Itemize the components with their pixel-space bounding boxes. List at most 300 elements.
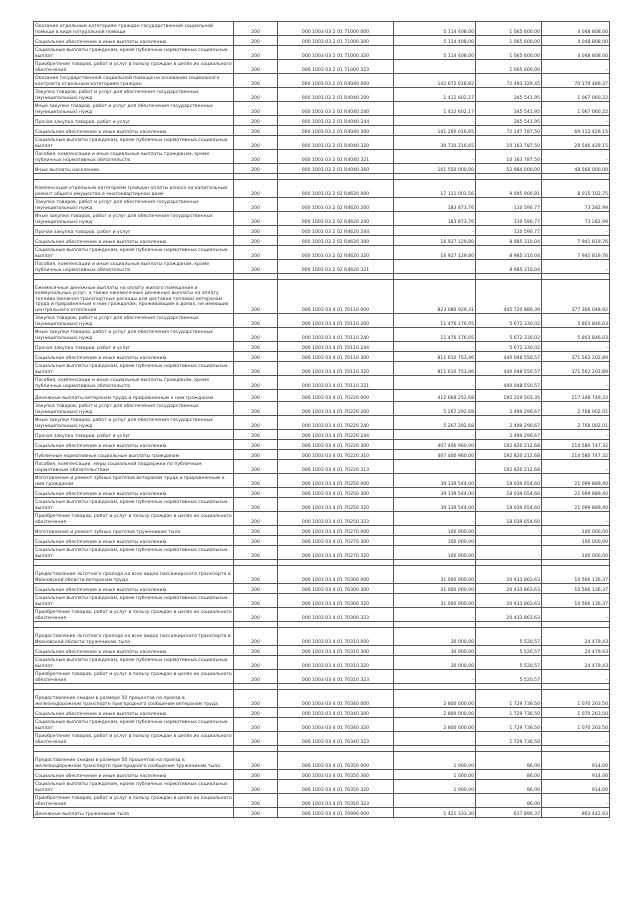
table-row bbox=[34, 584, 610, 594]
row-executed: 20 433 863,63 bbox=[476, 594, 542, 608]
row-description: Иные закупки товаров, работ и услуг для обеспечения государственных (муниципальных) нужд bbox=[34, 328, 234, 342]
row-unexecuted: 1 070 263,50 bbox=[542, 690, 610, 708]
row-executed: 86,00 bbox=[476, 752, 542, 770]
row-line-code: 200 bbox=[234, 342, 278, 352]
row-executed: 5 520,57 bbox=[476, 646, 542, 656]
row-unexecuted: 10 566 136,37 bbox=[542, 566, 610, 584]
row-approved-budget: 39 139 544,00 bbox=[394, 488, 476, 498]
row-budget-classification-code: 000 1003 03 4 01 70340 300 bbox=[278, 708, 394, 718]
row-approved-budget: 141 260 016,65 bbox=[394, 126, 476, 136]
row-executed: 18 039 654,60 bbox=[476, 488, 542, 498]
table-row bbox=[34, 808, 610, 818]
table-row bbox=[34, 718, 610, 732]
table-row bbox=[34, 440, 610, 450]
row-budget-classification-code: 000 1003 03 4 01 70110 321 bbox=[278, 376, 394, 390]
row-budget-classification-code: 000 1003 03 4 01 70340 320 bbox=[278, 718, 394, 732]
table-row bbox=[34, 770, 610, 780]
row-approved-budget: 31 000 000,00 bbox=[394, 584, 476, 594]
row-budget-classification-code: 000 1003 03 2 01 R4040 244 bbox=[278, 116, 394, 126]
row-budget-classification-code: 000 1003 03 4 01 70220 310 bbox=[278, 450, 394, 460]
row-approved-budget: - bbox=[394, 226, 476, 236]
row-unexecuted: 4 048 808,00 bbox=[542, 36, 610, 46]
row-budget-classification-code: 000 1003 03 2 01 71000 320 bbox=[278, 46, 394, 60]
table-row bbox=[34, 362, 610, 376]
row-executed: 5 672 330,02 bbox=[476, 328, 542, 342]
row-budget-classification-code: 000 1003 03 2 02 R4620 200 bbox=[278, 198, 394, 212]
table-row bbox=[34, 460, 610, 474]
budget-execution-table bbox=[33, 21, 610, 818]
row-line-code: 200 bbox=[234, 584, 278, 594]
table-row bbox=[34, 74, 610, 88]
row-line-code: 200 bbox=[234, 794, 278, 808]
row-unexecuted: 377 366 048,92 bbox=[542, 280, 610, 314]
row-executed: 20 433 863,63 bbox=[476, 608, 542, 622]
row-executed: 617 890,37 bbox=[476, 808, 542, 818]
row-unexecuted: 24 479,43 bbox=[542, 628, 610, 646]
row-unexecuted: 48 566 000,00 bbox=[542, 164, 610, 174]
row-budget-classification-code: 000 1003 03 2 02 R4620 000 bbox=[278, 180, 394, 198]
table-row bbox=[34, 246, 610, 260]
row-budget-classification-code: 000 1003 03 4 01 70310 320 bbox=[278, 656, 394, 670]
row-approved-budget: 17 111 003,56 bbox=[394, 180, 476, 198]
row-executed: 72 493 329,45 bbox=[476, 74, 542, 88]
row-budget-classification-code: 000 1003 03 4 01 70300 000 bbox=[278, 566, 394, 584]
row-description: Приобретение товаров, работ и услуг в пользу граждан в целях их социального обеспечения bbox=[34, 608, 234, 622]
row-line-code: 200 bbox=[234, 164, 278, 174]
row-budget-classification-code: 000 1003 03 4 01 70110 320 bbox=[278, 362, 394, 376]
row-executed: 10 163 787,50 bbox=[476, 150, 542, 164]
row-budget-classification-code: 000 1003 03 4 01 70300 323 bbox=[278, 608, 394, 622]
row-line-code: 200 bbox=[234, 474, 278, 488]
table-row bbox=[34, 752, 610, 770]
row-line-code: 200 bbox=[234, 526, 278, 536]
row-budget-classification-code: 000 1003 03 2 01 71000 000 bbox=[278, 22, 394, 36]
row-executed: 440 048 550,57 bbox=[476, 352, 542, 362]
row-approved-budget: - bbox=[394, 116, 476, 126]
row-description: Приобретение товаров, работ и услуг в пользу граждан в целях их социального обеспечения bbox=[34, 512, 234, 526]
row-approved-budget: - bbox=[394, 260, 476, 274]
row-description: Предоставление льготного проезда на всех видах пассажирского транспорта в Ивановской области ветеранам труда bbox=[34, 566, 234, 584]
row-unexecuted: 914,00 bbox=[542, 770, 610, 780]
row-line-code: 200 bbox=[234, 226, 278, 236]
row-unexecuted: - bbox=[542, 342, 610, 352]
table-row bbox=[34, 546, 610, 560]
row-line-code: 200 bbox=[234, 246, 278, 260]
row-executed: 86,00 bbox=[476, 780, 542, 794]
row-budget-classification-code: 000 1003 03 4 01 70220 200 bbox=[278, 402, 394, 416]
table-row bbox=[34, 670, 610, 684]
row-line-code: 200 bbox=[234, 566, 278, 584]
row-budget-classification-code: 000 1003 03 4 01 70250 300 bbox=[278, 488, 394, 498]
row-line-code: 200 bbox=[234, 628, 278, 646]
row-description: Пособия, компенсации и иные социальные выплаты гражданам, кроме публичных нормативных обязательств bbox=[34, 376, 234, 390]
row-description: Социальное обеспечение и иные выплаты населению bbox=[34, 440, 234, 450]
row-description: Денежные выплаты ветеранам труда и приравненным к ним гражданам bbox=[34, 390, 234, 402]
row-approved-budget: 100 000,00 bbox=[394, 536, 476, 546]
table-row bbox=[34, 150, 610, 164]
row-approved-budget: 30 000,00 bbox=[394, 656, 476, 670]
row-unexecuted: 73 282,99 bbox=[542, 198, 610, 212]
row-description: Социальное обеспечение и иные выплаты населению bbox=[34, 236, 234, 246]
row-description: Иные выплаты населению bbox=[34, 164, 234, 174]
row-line-code: 200 bbox=[234, 46, 278, 60]
table-row bbox=[34, 780, 610, 794]
row-budget-classification-code: 000 1003 03 4 01 70350 300 bbox=[278, 770, 394, 780]
row-line-code: 200 bbox=[234, 690, 278, 708]
row-approved-budget: 2 800 000,00 bbox=[394, 690, 476, 708]
table-row bbox=[34, 390, 610, 402]
row-approved-budget: 5 114 408,00 bbox=[394, 36, 476, 46]
row-description: Предоставление скидки в размере 50 процентов на проезд в железнодорожном транспорте пригородного сообщения труженикам тыла bbox=[34, 752, 234, 770]
row-approved-budget: - bbox=[394, 794, 476, 808]
table-row bbox=[34, 226, 610, 236]
table-row bbox=[34, 212, 610, 226]
row-description: Социальные выплаты гражданам, кроме публичных нормативных социальных выплат bbox=[34, 136, 234, 150]
row-description: Публичные нормативные социальные выплаты гражданам bbox=[34, 450, 234, 460]
row-budget-classification-code: 000 1003 03 4 01 70300 300 bbox=[278, 584, 394, 594]
row-approved-budget: 407 400 960,00 bbox=[394, 440, 476, 450]
row-description: Прочая закупка товаров, работ и услуг bbox=[34, 116, 234, 126]
row-budget-classification-code: 000 1003 03 4 01 70350 323 bbox=[278, 794, 394, 808]
row-executed: 8 985 310,04 bbox=[476, 236, 542, 246]
table-row bbox=[34, 474, 610, 488]
row-approved-budget: - bbox=[394, 512, 476, 526]
row-approved-budget: 100 000,00 bbox=[394, 526, 476, 536]
table-row bbox=[34, 402, 610, 416]
row-line-code: 200 bbox=[234, 60, 278, 74]
row-line-code: 200 bbox=[234, 74, 278, 88]
row-line-code: 200 bbox=[234, 808, 278, 818]
table-row bbox=[34, 430, 610, 440]
table-row bbox=[34, 180, 610, 198]
row-approved-budget: 100 000,00 bbox=[394, 546, 476, 560]
row-unexecuted: 100 000,00 bbox=[542, 526, 610, 536]
row-executed: 8 985 310,04 bbox=[476, 260, 542, 274]
row-executed: 72 147 787,50 bbox=[476, 126, 542, 136]
row-unexecuted: 1 070 263,50 bbox=[542, 708, 610, 718]
row-line-code: 200 bbox=[234, 732, 278, 746]
row-unexecuted: 73 282,99 bbox=[542, 212, 610, 226]
row-executed: 110 590,77 bbox=[476, 212, 542, 226]
row-budget-classification-code: 000 1003 03 4 01 70350 320 bbox=[278, 780, 394, 794]
row-approved-budget: 30 000,00 bbox=[394, 628, 476, 646]
row-line-code: 200 bbox=[234, 450, 278, 460]
row-executed: 192 820 212,68 bbox=[476, 450, 542, 460]
row-budget-classification-code: 000 1003 03 4 01 70270 300 bbox=[278, 536, 394, 546]
row-description: Социальные выплаты гражданам, кроме публичных нормативных социальных выплат bbox=[34, 656, 234, 670]
row-unexecuted: 100 000,00 bbox=[542, 536, 610, 546]
row-line-code: 200 bbox=[234, 328, 278, 342]
row-description: Социальное обеспечение и иные выплаты населению bbox=[34, 770, 234, 780]
row-line-code: 200 bbox=[234, 780, 278, 794]
table-row bbox=[34, 116, 610, 126]
row-approved-budget: 5 267 292,68 bbox=[394, 416, 476, 430]
row-budget-classification-code: 000 1003 03 4 01 70110 244 bbox=[278, 342, 394, 352]
row-approved-budget: 2 800 000,00 bbox=[394, 708, 476, 718]
row-description: Иные закупки товаров, работ и услуг для обеспечения государственных (муниципальных) нужд bbox=[34, 102, 234, 116]
row-description: Приобретение товаров, работ и услуг в пользу граждан в целях их социального обеспечения bbox=[34, 670, 234, 684]
row-line-code: 200 bbox=[234, 236, 278, 246]
row-unexecuted: 70 179 489,37 bbox=[542, 74, 610, 88]
row-description: Прочая закупка товаров, работ и услуг bbox=[34, 430, 234, 440]
row-executed: 10 163 787,50 bbox=[476, 136, 542, 150]
row-description: Социальное обеспечение и иные выплаты населению bbox=[34, 36, 234, 46]
row-executed: 52 984 000,00 bbox=[476, 164, 542, 174]
row-executed: 1 065 600,00 bbox=[476, 22, 542, 36]
row-line-code: 200 bbox=[234, 460, 278, 474]
row-line-code: 200 bbox=[234, 280, 278, 314]
row-description: Социальные выплаты гражданам, кроме публичных нормативных социальных выплат bbox=[34, 718, 234, 732]
row-executed: 192 820 212,68 bbox=[476, 440, 542, 450]
table-row bbox=[34, 342, 610, 352]
row-line-code: 200 bbox=[234, 670, 278, 684]
row-description: Прочая закупка товаров, работ и услуг bbox=[34, 226, 234, 236]
table-row bbox=[34, 628, 610, 646]
row-executed: 86,00 bbox=[476, 770, 542, 780]
row-executed: 1 729 736,50 bbox=[476, 708, 542, 718]
row-budget-classification-code: 000 1003 03 4 01 70350 000 bbox=[278, 752, 394, 770]
row-approved-budget: - bbox=[394, 460, 476, 474]
row-approved-budget: 11 476 176,05 bbox=[394, 314, 476, 328]
row-line-code: 200 bbox=[234, 198, 278, 212]
row-approved-budget: - bbox=[394, 608, 476, 622]
row-approved-budget: - bbox=[394, 670, 476, 684]
row-executed: 1 729 736,50 bbox=[476, 690, 542, 708]
row-unexecuted: - bbox=[542, 732, 610, 746]
table-row bbox=[34, 594, 610, 608]
table-row bbox=[34, 488, 610, 498]
row-approved-budget: 183 873,76 bbox=[394, 212, 476, 226]
row-description: Оказание отдельным категориям граждан государственной социальной помощи в виде натуральной помощи bbox=[34, 22, 234, 36]
row-executed: 18 039 654,60 bbox=[476, 498, 542, 512]
row-executed: 110 590,77 bbox=[476, 198, 542, 212]
row-line-code: 200 bbox=[234, 752, 278, 770]
row-budget-classification-code: 000 1003 03 4 01 70340 323 bbox=[278, 732, 394, 746]
row-executed: - bbox=[476, 536, 542, 546]
row-description: Приобретение товаров, работ и услуг в пользу граждан в целях их социального обеспечения bbox=[34, 732, 234, 746]
row-executed: 20 433 863,63 bbox=[476, 566, 542, 584]
row-budget-classification-code: 000 1003 03 4 01 70110 240 bbox=[278, 328, 394, 342]
table-row bbox=[34, 708, 610, 718]
row-line-code: 200 bbox=[234, 708, 278, 718]
row-description: Закупка товаров, работ и услуг для обеспечения государственных (муниципальных) нужд bbox=[34, 198, 234, 212]
row-unexecuted: 2 768 002,01 bbox=[542, 416, 610, 430]
table-row bbox=[34, 566, 610, 584]
row-executed: 345 541,95 bbox=[476, 88, 542, 102]
table-row bbox=[34, 88, 610, 102]
row-unexecuted: 2 768 002,01 bbox=[542, 402, 610, 416]
row-line-code: 200 bbox=[234, 116, 278, 126]
row-description: Социальное обеспечение и иные выплаты населению bbox=[34, 584, 234, 594]
row-unexecuted: - bbox=[542, 460, 610, 474]
row-budget-classification-code: 000 1003 03 4 01 70220 244 bbox=[278, 430, 394, 440]
row-budget-classification-code: 000 1003 03 2 02 R4620 244 bbox=[278, 226, 394, 236]
table-row bbox=[34, 526, 610, 536]
row-description: Социальное обеспечение и иные выплаты населению bbox=[34, 536, 234, 546]
row-executed: 440 048 550,57 bbox=[476, 362, 542, 376]
row-budget-classification-code: 000 1003 03 4 01 70220 000 bbox=[278, 390, 394, 402]
row-description: Социальные выплаты гражданам, кроме публичных нормативных социальных выплат bbox=[34, 546, 234, 560]
row-budget-classification-code: 000 1003 03 4 01 70110 300 bbox=[278, 352, 394, 362]
row-executed: 110 590,77 bbox=[476, 226, 542, 236]
row-approved-budget: 407 400 960,00 bbox=[394, 450, 476, 460]
table-row bbox=[34, 646, 610, 656]
row-description: Изготовление и ремонт зубных протезов труженикам тыла bbox=[34, 526, 234, 536]
row-unexecuted: 21 099 889,40 bbox=[542, 498, 610, 512]
row-executed: 2 499 290,67 bbox=[476, 416, 542, 430]
table-row bbox=[34, 60, 610, 74]
row-approved-budget: 16 927 129,80 bbox=[394, 246, 476, 260]
row-line-code: 200 bbox=[234, 440, 278, 450]
row-approved-budget: 142 672 618,82 bbox=[394, 74, 476, 88]
table-row bbox=[34, 536, 610, 546]
row-executed: 1 065 600,00 bbox=[476, 36, 542, 46]
row-description: Оказание государственной социальной помощи на основании социального контракта отдельным категориям граждан bbox=[34, 74, 234, 88]
row-line-code: 200 bbox=[234, 88, 278, 102]
row-budget-classification-code: 000 1003 03 4 01 70340 000 bbox=[278, 690, 394, 708]
row-unexecuted: 10 566 136,37 bbox=[542, 594, 610, 608]
row-executed: 345 541,95 bbox=[476, 102, 542, 116]
row-unexecuted: - bbox=[542, 260, 610, 274]
table-row bbox=[34, 690, 610, 708]
row-budget-classification-code: 000 1003 03 4 01 70110 000 bbox=[278, 280, 394, 314]
row-line-code: 200 bbox=[234, 36, 278, 46]
row-approved-budget: 823 086 929,31 bbox=[394, 280, 476, 314]
row-budget-classification-code: 000 1003 03 2 01 R4040 200 bbox=[278, 88, 394, 102]
row-line-code: 200 bbox=[234, 126, 278, 136]
row-unexecuted: - bbox=[542, 116, 610, 126]
row-approved-budget: 5 114 408,00 bbox=[394, 22, 476, 36]
row-description: Пособия, компенсации, меры социальной поддержки по публичным нормативным обязательствам bbox=[34, 460, 234, 474]
row-line-code: 200 bbox=[234, 718, 278, 732]
row-unexecuted: - bbox=[542, 430, 610, 440]
row-description: Иные закупки товаров, работ и услуг для обеспечения государственных (муниципальных) нужд bbox=[34, 416, 234, 430]
row-line-code: 200 bbox=[234, 390, 278, 402]
row-line-code: 200 bbox=[234, 608, 278, 622]
row-unexecuted: 371 562 202,89 bbox=[542, 352, 610, 362]
row-approved-budget: 1 412 602,17 bbox=[394, 102, 476, 116]
row-approved-budget: - bbox=[394, 60, 476, 74]
row-unexecuted: - bbox=[542, 150, 610, 164]
row-budget-classification-code: 000 1003 03 4 01 70250 000 bbox=[278, 474, 394, 488]
row-approved-budget: 2 800 000,00 bbox=[394, 718, 476, 732]
row-executed: 1 729 736,50 bbox=[476, 732, 542, 746]
row-unexecuted: 4 048 808,00 bbox=[542, 46, 610, 60]
row-unexecuted: - bbox=[542, 376, 610, 390]
table-row bbox=[34, 450, 610, 460]
row-approved-budget: 101 550 000,00 bbox=[394, 164, 476, 174]
row-description: Социальные выплаты гражданам, кроме публичных нормативных социальных выплат bbox=[34, 46, 234, 60]
row-executed: 2 499 290,67 bbox=[476, 430, 542, 440]
row-approved-budget: 30 000,00 bbox=[394, 646, 476, 656]
row-unexecuted: 1 070 263,50 bbox=[542, 718, 610, 732]
row-line-code: 200 bbox=[234, 536, 278, 546]
row-approved-budget: 412 668 252,68 bbox=[394, 390, 476, 402]
row-executed: 345 541,95 bbox=[476, 116, 542, 126]
row-approved-budget: 1 412 602,17 bbox=[394, 88, 476, 102]
row-line-code: 200 bbox=[234, 212, 278, 226]
row-unexecuted: 4 048 808,00 bbox=[542, 22, 610, 36]
row-unexecuted: - bbox=[542, 794, 610, 808]
row-approved-budget: 31 000 000,00 bbox=[394, 566, 476, 584]
row-approved-budget: 811 610 753,46 bbox=[394, 352, 476, 362]
row-approved-budget: 811 610 753,46 bbox=[394, 362, 476, 376]
row-unexecuted: 214 580 747,32 bbox=[542, 440, 610, 450]
row-budget-classification-code: 000 1003 03 4 01 70220 313 bbox=[278, 460, 394, 474]
row-budget-classification-code: 000 1003 03 4 01 70250 320 bbox=[278, 498, 394, 512]
row-description: Предоставление скидки в размере 50 процентов на проезд в железнодорожном транспорте пригородного сообщения ветеранам труда bbox=[34, 690, 234, 708]
row-approved-budget: 39 139 544,00 bbox=[394, 474, 476, 488]
table-row bbox=[34, 512, 610, 526]
table-row bbox=[34, 416, 610, 430]
row-executed: 440 048 550,57 bbox=[476, 376, 542, 390]
row-executed: 1 729 736,50 bbox=[476, 718, 542, 732]
row-executed: 5 672 330,02 bbox=[476, 342, 542, 352]
row-description: Пособия, компенсации и иные социальные выплаты гражданам, кроме публичных нормативных обязательств bbox=[34, 150, 234, 164]
row-budget-classification-code: 000 1003 03 2 01 R4040 360 bbox=[278, 164, 394, 174]
row-line-code: 200 bbox=[234, 656, 278, 670]
row-unexecuted: 24 479,43 bbox=[542, 646, 610, 656]
row-description: Социальное обеспечение и иные выплаты населению bbox=[34, 488, 234, 498]
row-executed: 5 520,57 bbox=[476, 656, 542, 670]
row-unexecuted: - bbox=[542, 512, 610, 526]
row-budget-classification-code: 000 1003 03 4 01 70250 323 bbox=[278, 512, 394, 526]
table-row bbox=[34, 46, 610, 60]
row-unexecuted: 21 099 889,40 bbox=[542, 488, 610, 498]
row-approved-budget: 39 710 216,65 bbox=[394, 136, 476, 150]
row-unexecuted: - bbox=[542, 60, 610, 74]
row-line-code: 200 bbox=[234, 22, 278, 36]
row-description: Приобретение товаров, работ и услуг в пользу граждан в целях их социального обеспечения bbox=[34, 60, 234, 74]
row-line-code: 200 bbox=[234, 546, 278, 560]
row-approved-budget: - bbox=[394, 342, 476, 352]
row-description: Предоставление льготного проезда на всех видах пассажирского транспорта в Ивановской области труженикам тыла bbox=[34, 628, 234, 646]
row-budget-classification-code: 000 1003 03 4 01 70300 320 bbox=[278, 594, 394, 608]
row-unexecuted: 1 067 060,22 bbox=[542, 102, 610, 116]
row-unexecuted: 8 015 102,75 bbox=[542, 180, 610, 198]
row-approved-budget: 1 000,00 bbox=[394, 780, 476, 794]
row-unexecuted: - bbox=[542, 608, 610, 622]
row-description: Прочая закупка товаров, работ и услуг bbox=[34, 342, 234, 352]
row-unexecuted: 7 941 819,76 bbox=[542, 246, 610, 260]
row-executed: 5 672 330,02 bbox=[476, 314, 542, 328]
row-description: Социальные выплаты гражданам, кроме публичных нормативных социальных выплат bbox=[34, 362, 234, 376]
row-budget-classification-code: 000 1003 03 4 01 70220 300 bbox=[278, 440, 394, 450]
row-approved-budget: 5 114 408,00 bbox=[394, 46, 476, 60]
row-budget-classification-code: 000 1003 03 2 02 R4620 240 bbox=[278, 212, 394, 226]
row-approved-budget: - bbox=[394, 430, 476, 440]
row-unexecuted: 21 099 889,40 bbox=[542, 474, 610, 488]
row-unexecuted: 1 067 060,22 bbox=[542, 88, 610, 102]
table-row bbox=[34, 328, 610, 342]
row-executed: 1 065 600,00 bbox=[476, 60, 542, 74]
row-approved-budget: 5 267 292,68 bbox=[394, 402, 476, 416]
row-approved-budget: 1 000,00 bbox=[394, 770, 476, 780]
row-executed: 195 319 503,35 bbox=[476, 390, 542, 402]
row-description: Социальное обеспечение и иные выплаты населению bbox=[34, 646, 234, 656]
row-unexecuted: 371 562 202,89 bbox=[542, 362, 610, 376]
row-unexecuted: 10 566 136,37 bbox=[542, 584, 610, 594]
row-unexecuted: - bbox=[542, 226, 610, 236]
row-budget-classification-code: 000 1003 03 4 01 70990 000 bbox=[278, 808, 394, 818]
table-row bbox=[34, 376, 610, 390]
row-description: Денежные выплаты труженикам тыла bbox=[34, 808, 234, 818]
row-line-code: 200 bbox=[234, 352, 278, 362]
row-executed: 5 520,57 bbox=[476, 670, 542, 684]
table-row bbox=[34, 794, 610, 808]
row-line-code: 200 bbox=[234, 180, 278, 198]
row-executed: 192 820 212,68 bbox=[476, 460, 542, 474]
